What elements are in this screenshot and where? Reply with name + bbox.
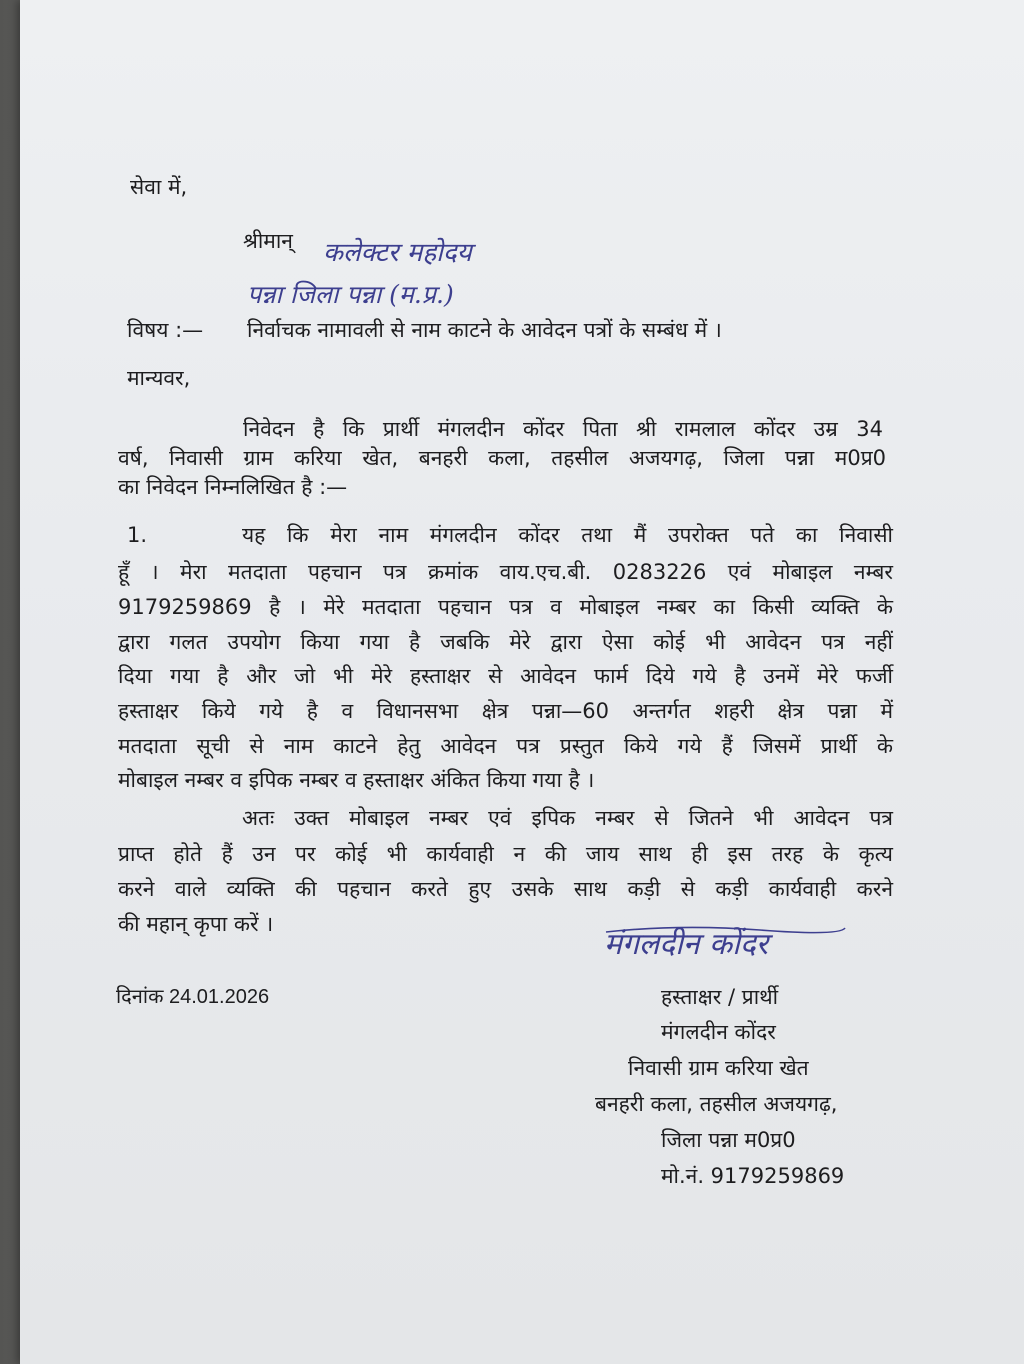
signatory-address3: जिला पन्ना म0प्र0	[661, 1128, 796, 1152]
point-line: मतदाता सूची से नाम काटने हेतु आवेदन पत्र प्रस्तुत किये गये हैं जिसमें प्रार्थी के	[118, 734, 893, 758]
point-line: मोबाइल नम्बर व इपिक नम्बर व हस्ताक्षर अंकित किया गया है ।	[118, 768, 595, 792]
greeting: मान्यवर,	[127, 366, 191, 390]
signatory-name: मंगलदीन कोंदर	[661, 1020, 776, 1044]
intro-line: निवेदन है कि प्रार्थी मंगलदीन कोंदर पिता श्री रामलाल कोंदर उम्र 34	[243, 417, 883, 441]
addressee-handwritten-line2: पन्ना जिला पन्ना (म.प्र.)	[247, 280, 454, 309]
point-line: हस्ताक्षर किये गये है व विधानसभा क्षेत्र पन्ना—60 अन्तर्गत शहरी क्षेत्र पन्ना में	[118, 699, 893, 723]
closing-line: अतः उक्त मोबाइल नम्बर एवं इपिक नम्बर से जितने भी आवेदन पत्र	[242, 806, 893, 830]
signatory-mobile: मो.नं. 9179259869	[661, 1164, 845, 1188]
addressee-handwritten-line1: कलेक्टर महोदय	[323, 238, 472, 268]
date-text: दिनांक 24.01.2026	[116, 986, 270, 1008]
closing-line: करने वाले व्यक्ति की पहचान करते हुए उसके साथ कड़ी से कड़ी कार्यवाही करने	[118, 877, 893, 901]
subject-label: विषय :—	[127, 318, 204, 342]
point-line: दिया गया है और जो भी मेरे हस्ताक्षर से आवेदन फार्म दिये गये है उनमें मेरे फर्जी	[118, 664, 893, 688]
signature-underline	[600, 920, 850, 975]
signatory-address1: निवासी ग्राम करिया खेत	[628, 1056, 809, 1080]
addressee-prefix: श्रीमान्	[243, 229, 293, 253]
signatory-address2: बनहरी कला, तहसील अजयगढ़,	[595, 1092, 838, 1116]
subject-text: निर्वाचक नामावली से नाम काटने के आवेदन पत्रों के सम्बंध में ।	[247, 318, 722, 342]
intro-line: का निवेदन निम्नलिखित है :—	[118, 475, 348, 499]
point-line: हूँ । मेरा मतदाता पहचान पत्र क्रमांक वाय.एच.बी. 0283226 एवं मोबाइल नम्बर	[118, 560, 893, 584]
handwritten-signature: मंगलदीन कोंदर	[604, 927, 769, 962]
closing-line: प्राप्त होते हैं उन पर कोई भी कार्यवाही न की जाय साथ ही इस तरह के कृत्य	[118, 842, 893, 866]
point-line: यह कि मेरा नाम मंगलदीन कोंदर तथा मैं उपरोक्त पते का निवासी	[242, 523, 893, 547]
salutation-to: सेवा में,	[130, 175, 188, 199]
point-line: 9179259869 है । मेरे मतदाता पहचान पत्र व मोबाइल नम्बर का किसी व्यक्ति के	[118, 595, 893, 619]
closing-line: की महान् कृपा करें ।	[118, 912, 274, 936]
intro-line: वर्ष, निवासी ग्राम करिया खेत, बनहरी कला, तहसील अजयगढ़, जिला पन्ना म0प्र0	[118, 446, 886, 470]
point-number: 1.	[127, 523, 148, 547]
point-line: द्वारा गलत उपयोग किया गया है जबकि मेरे द्वारा ऐसा कोई भी आवेदन पत्र नहीं	[118, 630, 893, 654]
letter-page	[20, 0, 1024, 1364]
signature-label: हस्ताक्षर / प्रार्थी	[661, 985, 779, 1009]
